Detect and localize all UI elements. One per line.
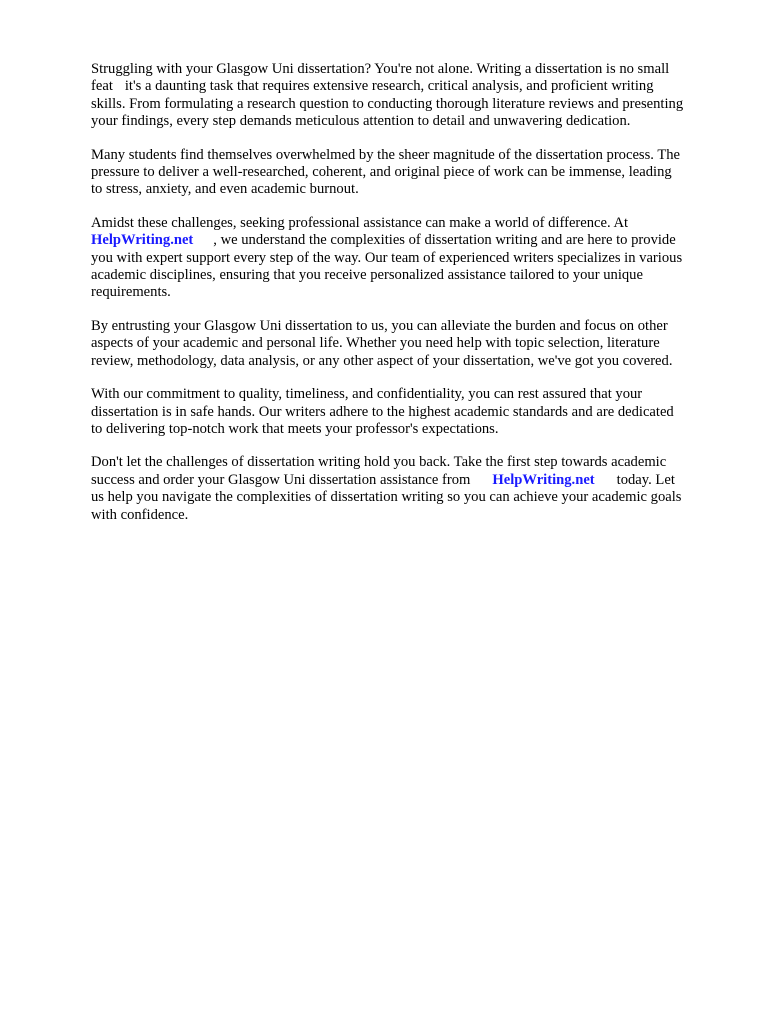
paragraph-overwhelmed [91, 147, 723, 199]
text-line: skills. From formulating a research question to conducting thorough literature reviews and presenting [91, 95, 684, 112]
text-line: with confidence. [91, 506, 189, 523]
paragraph-commitment [91, 386, 723, 438]
text-line: By entrusting your Glasgow Uni dissertation to us, you can alleviate the burden and focus on other [91, 317, 668, 334]
text-line: Amidst these challenges, seeking professional assistance can make a world of difference. At [91, 214, 629, 231]
text-line: pressure to deliver a well-researched, coherent, and original piece of work can be immense, leading [91, 164, 672, 181]
text-line: Many students find themselves overwhelmed by the sheer magnitude of the dissertation process. The [91, 146, 681, 163]
text-line [91, 232, 723, 249]
text-line: Struggling with your Glasgow Uni dissertation? You're not alone. Writing a dissertation is no small [91, 61, 670, 77]
text-fragment: today. Let [616, 471, 675, 488]
helpwriting-link[interactable]: HelpWriting.net [492, 471, 595, 488]
text-line: academic disciplines, ensuring that you receive personalized assistance tailored to your unique [91, 267, 643, 284]
helpwriting-link[interactable]: HelpWriting.net [91, 232, 194, 249]
text-fragment: , we understand the complexities of dissertation writing and are here to provide [213, 232, 676, 249]
text-line: you with expert support every step of the way. Our team of experienced writers specializes in various [91, 249, 683, 266]
text-line: review, methodology, data analysis, or any other aspect of your dissertation, we've got you covered. [91, 352, 673, 369]
text-fragment: success and order your Glasgow Uni dissertation assistance from [91, 471, 471, 488]
text-fragment: it's a daunting task that requires extensive research, critical analysis, and proficient writing [124, 78, 654, 95]
text-line: to stress, anxiety, and even academic burnout. [91, 181, 359, 198]
document-page [91, 61, 723, 540]
paragraph-assistance [91, 215, 723, 302]
text-line [91, 78, 723, 95]
text-fragment: feat [91, 78, 113, 95]
text-line: your findings, every step demands meticulous attention to detail and unwavering dedication. [91, 113, 631, 130]
text-line: aspects of your academic and personal life. Whether you need help with topic selection, literature [91, 335, 660, 352]
text-line: With our commitment to quality, timeliness, and confidentiality, you can rest assured that your [91, 386, 643, 403]
text-line: requirements. [91, 284, 171, 301]
text-line: dissertation is in safe hands. Our writers adhere to the highest academic standards and are dedicated [91, 403, 674, 420]
text-line [91, 472, 723, 489]
text-line: Don't let the challenges of dissertation writing hold you back. Take the first step towards academic [91, 454, 667, 471]
paragraph-intro [91, 61, 723, 131]
text-line: to delivering top-notch work that meets your professor's expectations. [91, 420, 499, 437]
text-line: us help you navigate the complexities of dissertation writing so you can achieve your academic goals [91, 489, 682, 506]
paragraph-entrusting [91, 318, 723, 370]
paragraph-call-to-action [91, 454, 723, 524]
